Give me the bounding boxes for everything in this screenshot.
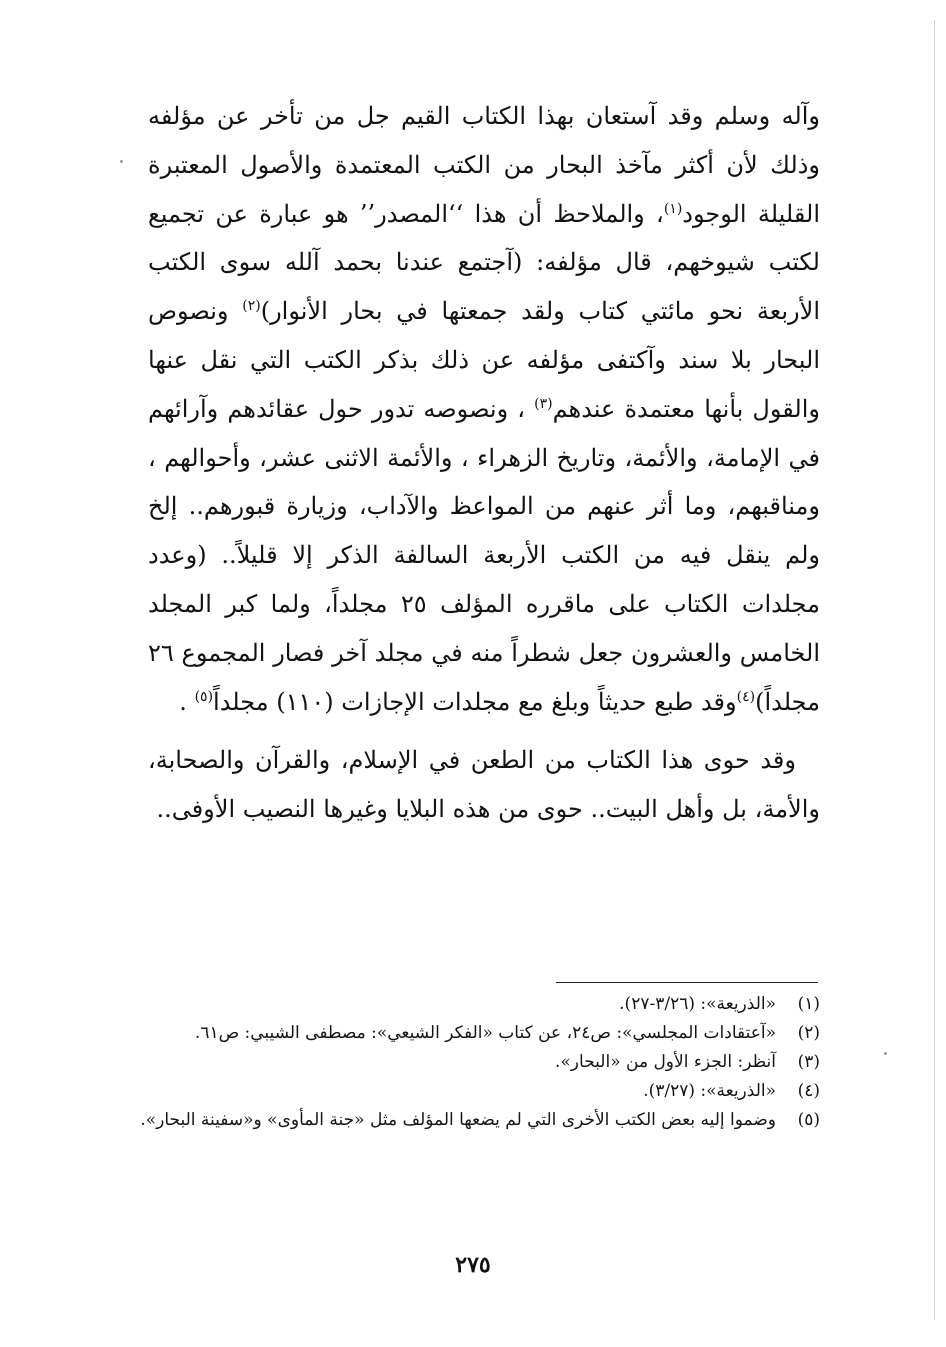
footnote-item (136, 1019, 820, 1048)
text-run: . (179, 687, 195, 716)
scan-speck (120, 160, 123, 163)
footnote-number: (٥) (797, 1110, 820, 1130)
footnote-number: (٢) (797, 1023, 820, 1043)
text-run: وآله وسلم وقد آستعان بهذا الكتاب القيم جل من تأخر عن مؤلفه وذلك لأن أكثر مآخذ البحار من الكتب المعتمدة والأصول المعتبرة القليلة الوجود (148, 102, 820, 228)
footnote-ref-2[interactable]: (٢) (242, 298, 261, 315)
footnote-text: «الذريعة»: (٣/٢٦-٢٧). (619, 994, 776, 1014)
footnote-text: «الذريعة»: (٣/٢٧). (643, 1081, 776, 1101)
footnote-number: (٣) (797, 1052, 820, 1072)
footnote-item (136, 1048, 820, 1077)
main-text (148, 92, 820, 834)
scan-speck (884, 1052, 887, 1055)
footnote-ref-3[interactable]: (٣) (534, 395, 553, 412)
page-number: ٢٧٥ (455, 1252, 491, 1278)
footnote-ref-4[interactable]: (٤) (736, 688, 756, 705)
text-run: ، ونصوصه تدور حول عقائدهم وآرائهم في الإمامة، والأئمة، وتاريخ الزهراء ، والأئمة الاثنى عشر، وأحوالهم ، ومناقبهم، وما أثر عنهم من المواعظ والآداب، وزيارة قبورهم.. إلخ ولم ينقل فيه من الكتب الأربعة السالفة الذكر إلا قليلاً.. (وعدد مجلدات الكتاب على ماقرره المؤلف ٢٥ مجلداً، ولما كبر المجلد الخامس والعشرون جعل شطراً منه في مجلد آخر فصار المجموع ٢٦ مجلداً) (148, 394, 821, 716)
footnote-separator (556, 982, 818, 983)
footnotes (136, 990, 820, 1135)
text-run: ، والملاحظ أن هذا ‘‘المصدر’’ هو عبارة عن تجميع لكتب شيوخهم، قال مؤلفه: (آجتمع عندنا بحمد آلله سوى الكتب الأربعة نحو مائتي كتاب ولقد جمعتها في بحار الأنوار) (148, 199, 821, 326)
text-run: ونصوص البحار بلا سند وآكتفى مؤلفه عن ذلك بذكر الكتب التي نقل عنها والقول بأنها معتمدة عندهم (148, 297, 821, 423)
footnote-item (136, 990, 820, 1019)
footnote-ref-5[interactable]: (٥) (194, 688, 214, 705)
footnote-text: آنظر: الجزء الأول من «البحار». (555, 1052, 776, 1072)
footnote-text: وضموا إليه بعض الكتب الأخرى التي لم يضعها المؤلف مثل «جنة المأوى» و«سفينة البحار». (140, 1110, 776, 1130)
footnote-item (136, 1077, 820, 1106)
footnote-number: (١) (797, 994, 820, 1014)
footnote-ref-1[interactable]: (١) (663, 200, 683, 217)
footnote-item (136, 1106, 820, 1135)
paragraph-2: وقد حوى هذا الكتاب من الطعن في الإسلام، والقرآن والصحابة، والأمة، بل وأهل البيت.. حوى من هذه البلايا وغيرها النصيب الأوفى.. (148, 746, 820, 824)
paragraph-1 (148, 92, 820, 726)
footnote-text: «آعتقادات المجلسي»: ص٢٤، عن كتاب «الفكر الشيعي»: مصطفى الشيبي: ص٦١. (194, 1023, 776, 1043)
footnote-number: (٤) (797, 1081, 820, 1101)
scan-edge-line (934, 20, 935, 1320)
text-run: وقد طبع حديثاً وبلغ مع مجلدات الإجازات (١١٠) مجلداً (213, 687, 737, 716)
